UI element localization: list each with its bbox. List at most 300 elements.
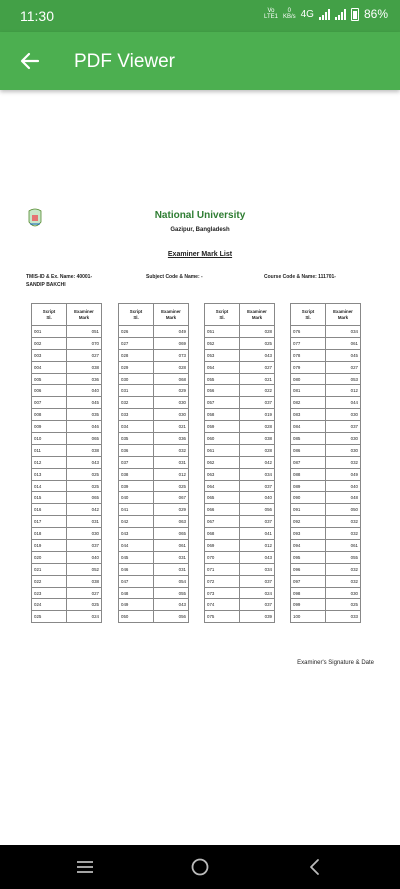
header-script-sl [291,304,326,326]
header-mark-line2: Mark [78,314,90,320]
script-sl-cell: 075 [205,611,240,623]
examiner-mark-cell: 052 [67,563,102,575]
table-row [205,444,275,456]
table-row [32,456,102,468]
script-sl-cell: 098 [291,587,326,599]
examiner-mark-cell: 038 [67,444,102,456]
examiner-mark-cell: 038 [67,575,102,587]
examiner-mark-cell: 040 [67,385,102,397]
examiner-mark-cell: 056 [240,504,275,516]
table-row [32,587,102,599]
table-row [291,385,361,397]
script-sl-cell: 092 [291,516,326,528]
examiner-mark-cell: 070 [67,337,102,349]
script-sl-cell: 044 [119,540,154,552]
script-sl-cell: 072 [205,575,240,587]
mark-table-2 [118,303,189,623]
table-row [119,516,189,528]
table-row [291,421,361,433]
examiner-mark-cell: 025 [154,480,189,492]
script-sl-cell: 071 [205,563,240,575]
signal-icon [319,9,330,20]
table-row [291,433,361,445]
examiner-mark-cell: 031 [154,551,189,563]
script-sl-cell: 028 [119,349,154,361]
document-title: Examiner Mark List [167,251,233,258]
script-sl-cell: 089 [291,480,326,492]
script-sl-cell: 065 [205,492,240,504]
table-row [291,563,361,575]
script-sl-cell: 049 [119,599,154,611]
table-row [291,611,361,623]
script-sl-cell: 080 [291,373,326,385]
header-script-line1: Script [42,308,56,314]
table-row [119,421,189,433]
table-row [32,480,102,492]
examiner-mark-cell: 027 [240,361,275,373]
table-row [119,563,189,575]
header-script-line2: Sl. [46,314,52,320]
table-row [119,385,189,397]
examiner-mark-cell: 048 [326,492,361,504]
script-sl-cell: 031 [119,385,154,397]
table-row [291,349,361,361]
examiner-mark-cell: 025 [67,468,102,480]
examiner-mark-cell: 032 [326,563,361,575]
script-sl-cell: 063 [205,468,240,480]
examiner-mark-cell: 029 [154,385,189,397]
examiner-mark-cell: 061 [154,540,189,552]
script-sl-cell: 043 [119,528,154,540]
examiner-mark-cell: 025 [67,599,102,611]
table-row [32,551,102,563]
table-row [119,349,189,361]
examiner-mark-cell: 027 [67,349,102,361]
examiner-mark-cell: 055 [326,551,361,563]
examiner-mark-cell: 030 [67,528,102,540]
table-row [32,563,102,575]
table-row [119,492,189,504]
script-sl-cell: 023 [32,587,67,599]
table-row [205,409,275,421]
examiner-mark-cell: 040 [67,551,102,563]
script-sl-cell: 018 [32,528,67,540]
header-examiner-mark [326,304,361,326]
table-row [32,385,102,397]
script-sl-cell: 064 [205,480,240,492]
table-row [291,373,361,385]
table-row [119,361,189,373]
arrow-left-icon [20,51,40,71]
script-sl-cell: 069 [205,540,240,552]
table-row [205,599,275,611]
examiner-mark-cell: 030 [154,409,189,421]
script-sl-cell: 058 [205,409,240,421]
script-sl-cell: 005 [32,373,67,385]
examiner-mark-cell: 021 [154,421,189,433]
examiner-mark-cell: 028 [154,361,189,373]
examiner-mark-cell: 049 [154,326,189,338]
header-script-sl [119,304,154,326]
examiner-mark-cell: 034 [240,563,275,575]
examiner-mark-cell: 049 [326,468,361,480]
table-row [291,456,361,468]
table-row [32,361,102,373]
script-sl-cell: 079 [291,361,326,373]
script-sl-cell: 008 [32,409,67,421]
table-row [32,337,102,349]
script-sl-cell: 066 [205,504,240,516]
script-sl-cell: 012 [32,456,67,468]
table-row [291,492,361,504]
table-row [205,587,275,599]
script-sl-cell: 091 [291,504,326,516]
table-row [119,528,189,540]
header-script-sl [205,304,240,326]
table-row [205,516,275,528]
table-row [291,326,361,338]
script-sl-cell: 054 [205,361,240,373]
script-sl-cell: 057 [205,397,240,409]
table-row [32,492,102,504]
examiner-mark-cell: 024 [67,611,102,623]
header-mark-line1: Examiner [333,308,353,314]
examiner-mark-cell: 036 [67,373,102,385]
script-sl-cell: 068 [205,528,240,540]
table-row [119,575,189,587]
table-row [205,385,275,397]
table-row [32,397,102,409]
header-examiner-mark [240,304,275,326]
examiner-mark-cell: 035 [67,409,102,421]
script-sl-cell: 061 [205,444,240,456]
course-info: Course Code & Name: 111701- [264,274,336,280]
battery-percent: 86% [363,7,388,21]
nav-back-icon[interactable] [305,857,325,877]
script-sl-cell: 074 [205,599,240,611]
script-sl-cell: 013 [32,468,67,480]
script-sl-cell: 033 [119,409,154,421]
examiner-mark-cell: 028 [240,421,275,433]
table-row [119,480,189,492]
table-row [205,575,275,587]
examiner-mark-cell: 042 [67,504,102,516]
table-header-row [291,304,361,326]
table-row [291,575,361,587]
examiner-mark-cell: 034 [326,326,361,338]
examiner-mark-cell: 027 [326,361,361,373]
examiner-mark-cell: 031 [67,516,102,528]
examiner-mark-cell: 019 [240,409,275,421]
script-sl-cell: 086 [291,444,326,456]
table-row [205,563,275,575]
university-name: National University [154,210,246,221]
table-row [119,456,189,468]
table-row [205,611,275,623]
script-sl-cell: 082 [291,397,326,409]
examiner-mark-cell: 065 [67,433,102,445]
examiner-mark-cell: 067 [154,492,189,504]
table-header-row [32,304,102,326]
script-sl-cell: 097 [291,575,326,587]
recents-icon[interactable] [75,857,95,877]
table-row [291,528,361,540]
header-script-line1: Script [301,308,315,314]
script-sl-cell: 062 [205,456,240,468]
script-sl-cell: 004 [32,361,67,373]
table-row [119,468,189,480]
script-sl-cell: 059 [205,421,240,433]
examiner-mark-cell: 037 [240,397,275,409]
table-row [32,373,102,385]
script-sl-cell: 020 [32,551,67,563]
table-header-row [205,304,275,326]
table-row [291,444,361,456]
home-icon[interactable] [190,857,210,877]
table-row [32,504,102,516]
examiner-mark-cell: 040 [326,480,361,492]
table-row [205,326,275,338]
script-sl-cell: 088 [291,468,326,480]
status-icons [264,7,388,21]
script-sl-cell: 027 [119,337,154,349]
table-row [119,540,189,552]
header-mark-line1: Examiner [161,308,181,314]
header-mark-line1: Examiner [247,308,267,314]
table-row [205,337,275,349]
examiner-mark-cell: 040 [240,492,275,504]
table-row [119,587,189,599]
header-mark-line1: Examiner [74,308,94,314]
table-row [119,409,189,421]
script-sl-cell: 041 [119,504,154,516]
script-sl-cell: 034 [119,421,154,433]
examiner-mark-cell: 036 [154,433,189,445]
table-row [205,421,275,433]
table-row [119,611,189,623]
data-speed-value: 0 [287,8,291,14]
script-sl-cell: 035 [119,433,154,445]
script-sl-cell: 093 [291,528,326,540]
header-examiner-mark [154,304,189,326]
script-sl-cell: 038 [119,468,154,480]
script-sl-cell: 002 [32,337,67,349]
university-address: Gazipur, Bangladesh [170,227,230,233]
script-sl-cell: 026 [119,326,154,338]
examiner-mark-cell: 056 [154,611,189,623]
header-script-line2: Sl. [219,314,225,320]
script-sl-cell: 001 [32,326,67,338]
script-sl-cell: 053 [205,349,240,361]
script-sl-cell: 078 [291,349,326,361]
table-row [291,516,361,528]
script-sl-cell: 015 [32,492,67,504]
table-row [291,480,361,492]
script-sl-cell: 090 [291,492,326,504]
table-row [205,540,275,552]
mark-table-3 [204,303,275,623]
volte-indicator [264,8,278,20]
subject-info: Subject Code & Name: - [146,274,203,280]
script-sl-cell: 025 [32,611,67,623]
table-row [32,540,102,552]
examiner-mark-cell: 030 [326,409,361,421]
script-sl-cell: 032 [119,397,154,409]
table-row [205,397,275,409]
script-sl-cell: 056 [205,385,240,397]
table-row [291,599,361,611]
examiner-mark-cell: 024 [240,587,275,599]
examiner-mark-cell: 061 [326,337,361,349]
examiner-mark-cell: 054 [154,575,189,587]
examiner-mark-cell: 032 [326,456,361,468]
examiner-mark-cell: 025 [326,599,361,611]
examiner-mark-cell: 027 [67,587,102,599]
examiner-mark-cell: 030 [326,433,361,445]
examiner-mark-cell: 022 [240,385,275,397]
signal-2-icon [335,9,346,20]
examiner-mark-cell: 037 [67,540,102,552]
volte-top: Vo [267,8,275,14]
script-sl-cell: 100 [291,611,326,623]
examiner-mark-cell: 065 [67,492,102,504]
examiner-mark-cell: 055 [154,587,189,599]
examiner-mark-cell: 012 [154,468,189,480]
header-script-line2: Sl. [133,314,139,320]
examiner-mark-cell: 025 [67,480,102,492]
script-sl-cell: 011 [32,444,67,456]
mark-table-4 [290,303,361,623]
header-mark-line2: Mark [251,314,263,320]
table-row [32,611,102,623]
table-row [32,409,102,421]
table-row [291,504,361,516]
examiner-mark-cell: 028 [240,326,275,338]
script-sl-cell: 085 [291,433,326,445]
mark-table-1 [31,303,102,623]
header-script-sl [32,304,67,326]
table-row [32,433,102,445]
table-row [205,528,275,540]
examiner-mark-cell: 037 [326,421,361,433]
header-mark-line2: Mark [337,314,349,320]
table-row [205,349,275,361]
page-title: PDF Viewer [74,51,176,72]
examiner-mark-cell: 045 [67,397,102,409]
data-speed-indicator [283,8,296,20]
examiner-mark-cell: 012 [240,540,275,552]
table-row [119,326,189,338]
examiner-mark-cell: 030 [326,444,361,456]
script-sl-cell: 050 [119,611,154,623]
table-row [291,587,361,599]
table-row [205,468,275,480]
examiner-mark-cell: 045 [326,349,361,361]
examiner-mark-cell: 037 [240,599,275,611]
table-row [205,492,275,504]
script-sl-cell: 042 [119,516,154,528]
script-sl-cell: 014 [32,480,67,492]
table-row [32,421,102,433]
table-row [32,528,102,540]
script-sl-cell: 037 [119,456,154,468]
script-sl-cell: 046 [119,563,154,575]
examiner-mark-cell: 068 [154,373,189,385]
script-sl-cell: 073 [205,587,240,599]
data-speed-unit: KB/s [282,14,296,20]
examiner-line-2: SANDIP BAKCHI [26,282,66,288]
table-row [291,540,361,552]
table-row [205,456,275,468]
navigation-bar [0,845,400,889]
examiner-mark-cell: 073 [154,349,189,361]
script-sl-cell: 070 [205,551,240,563]
table-row [119,504,189,516]
table-row [291,409,361,421]
examiner-mark-cell: 065 [154,528,189,540]
script-sl-cell: 077 [291,337,326,349]
table-row [32,349,102,361]
examiner-info [26,273,136,289]
back-button[interactable] [14,45,46,77]
table-row [119,551,189,563]
examiner-mark-cell: 043 [67,456,102,468]
script-sl-cell: 048 [119,587,154,599]
examiner-mark-cell: 063 [154,516,189,528]
script-sl-cell: 010 [32,433,67,445]
examiner-mark-cell: 051 [67,326,102,338]
table-row [119,397,189,409]
script-sl-cell: 022 [32,575,67,587]
pdf-page[interactable] [24,205,376,675]
script-sl-cell: 081 [291,385,326,397]
examiner-mark-cell: 037 [240,516,275,528]
script-sl-cell: 051 [205,326,240,338]
script-sl-cell: 017 [32,516,67,528]
examiner-mark-cell: 012 [326,385,361,397]
app-bar [0,32,400,90]
table-row [291,337,361,349]
script-sl-cell: 067 [205,516,240,528]
script-sl-cell: 052 [205,337,240,349]
volte-bottom: LTE1 [264,14,278,20]
examiner-mark-cell: 034 [240,468,275,480]
table-row [291,468,361,480]
script-sl-cell: 019 [32,540,67,552]
examiner-mark-cell: 041 [240,528,275,540]
examiner-mark-cell: 037 [240,575,275,587]
table-row [119,337,189,349]
examiner-mark-cell: 043 [154,599,189,611]
examiner-mark-cell: 030 [154,397,189,409]
script-sl-cell: 009 [32,421,67,433]
table-header-row [119,304,189,326]
examiner-mark-cell: 038 [240,433,275,445]
table-row [32,468,102,480]
examiner-mark-cell: 050 [326,504,361,516]
script-sl-cell: 016 [32,504,67,516]
examiner-mark-cell: 032 [326,516,361,528]
examiner-mark-cell: 033 [326,611,361,623]
table-row [32,575,102,587]
script-sl-cell: 076 [291,326,326,338]
examiner-mark-cell: 032 [326,575,361,587]
script-sl-cell: 084 [291,421,326,433]
examiner-mark-cell: 032 [326,528,361,540]
script-sl-cell: 095 [291,551,326,563]
table-row [119,444,189,456]
examiner-mark-cell: 032 [154,444,189,456]
